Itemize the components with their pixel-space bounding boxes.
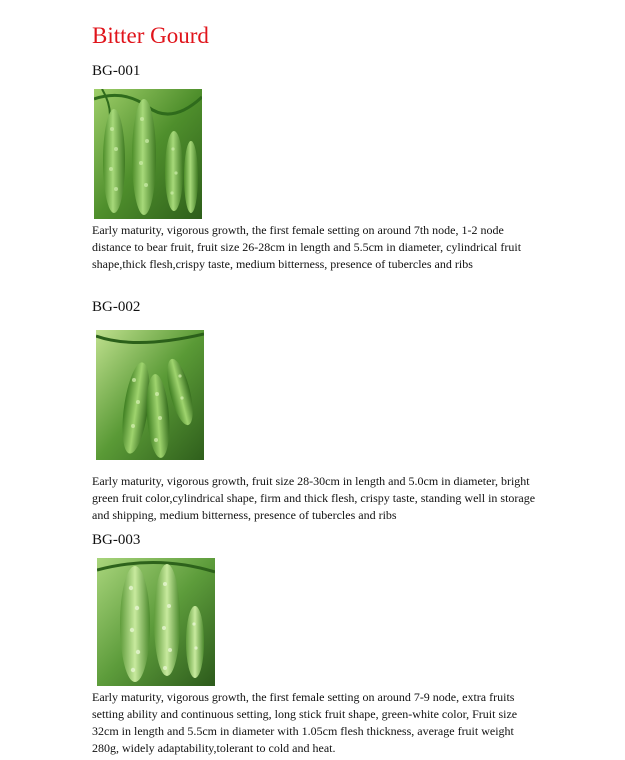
bitter-gourd-image <box>97 558 215 686</box>
bitter-gourd-photo-1 <box>94 89 202 219</box>
bitter-gourd-photo-3 <box>97 558 215 686</box>
variety-code-bg-001: BG-001 <box>92 63 141 79</box>
page-title: Bitter Gourd <box>92 23 209 48</box>
bitter-gourd-image <box>94 89 202 219</box>
variety-code-bg-002: BG-002 <box>92 299 141 315</box>
variety-description-bg-003: Early maturity, vigorous growth, the first female setting on around 7-9 node, extra fruits setting ability and continuous setting, long stick fruit shape, green-white color, Fruit size 32cm in length and 5.5cm in diameter with 1.05cm flesh thickness, average fruit weight 280g, widely adaptability,tolerant to cold and heat. <box>92 690 518 755</box>
variety-description-bg-001: Early maturity, vigorous growth, the first female setting on around 7th node, 1-2 node distance to bear fruit, fruit size 26-28cm in length and 5.5cm in diameter, cylindrical fruit shape,thick flesh,crispy taste, medium bitterness, presence of tubercles and ribs <box>92 223 522 271</box>
bitter-gourd-image <box>96 330 204 460</box>
variety-description-bg-002: Early maturity, vigorous growth, fruit size 28-30cm in length and 5.0cm in diameter, bright green fruit color,cylindrical shape, firm and thick flesh, crispy taste, standing well in storage and shipping, medium bitterness, presence of tubercles and ribs <box>92 474 536 522</box>
variety-code-bg-003: BG-003 <box>92 532 141 548</box>
bitter-gourd-photo-2 <box>96 330 204 460</box>
